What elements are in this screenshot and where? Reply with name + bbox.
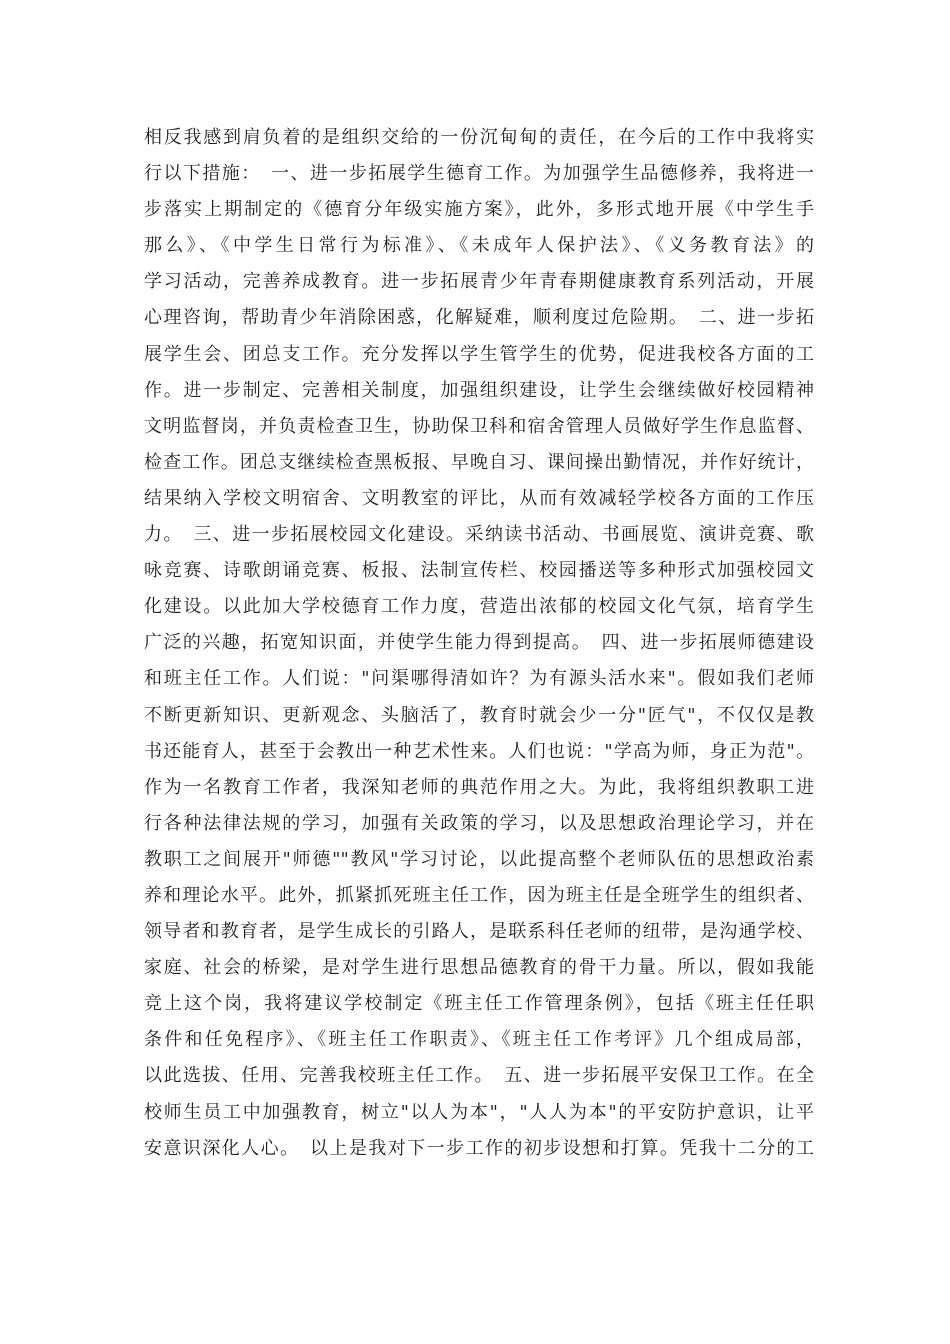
text-line: 书还能育人，甚至于会教出一种艺术性来。人们也说："学高为师，身正为范"。 [144, 740, 814, 762]
text-line: 领导者和教育者，是学生成长的引路人，是联系科任老师的纽带，是沟通学校、 [144, 921, 814, 943]
text-line: 那么》、《中学生日常行为标准》、《未成年人保护法》、《义务教育法》的 [144, 235, 814, 257]
text-line: 竞上这个岗，我将建议学校制定《班主任工作管理条例》，包括《班主任任职 [144, 993, 814, 1015]
text-line: 结果纳入学校文明宿舍、文明教室的评比，从而有效减轻学校各方面的工作压 [144, 487, 814, 509]
text-line: 校师生员工中加强教育，树立"以人为本"，"人人为本"的平安防护意识，让平 [144, 1101, 814, 1123]
text-line: 学习活动，完善养成教育。进一步拓展青少年青春期健康教育系列活动，开展 [144, 271, 814, 293]
text-line: 咏竞赛、诗歌朗诵竞赛、板报、法制宣传栏、校园播送等多种形式加强校园文 [144, 560, 814, 582]
text-line: 养和理论水平。此外，抓紧抓死班主任工作，因为班主任是全班学生的组织者、 [144, 884, 814, 906]
text-line: 相反我感到肩负着的是组织交给的一份沉甸甸的责任，在今后的工作中我将实 [144, 127, 814, 148]
text-line: 步落实上期制定的《德育分年级实施方案》，此外，多形式地开展《中学生手 [144, 199, 814, 221]
text-line: 和班主任工作。人们说："问渠哪得清如许？为有源头活水来"。假如我们老师 [144, 668, 814, 690]
text-line: 教职工之间展开"师德""教风"学习讨论，以此提高整个老师队伍的思想政治素 [144, 848, 814, 870]
text-line: 广泛的兴趣，拓宽知识面，并使学生能力得到提高。 四、进一步拓展师德建设 [144, 632, 814, 654]
body-text [144, 120, 814, 1167]
text-line: 行各种法律法规的学习，加强有关政策的学习，以及思想政治理论学习，并在 [144, 812, 814, 834]
text-line: 条件和任免程序》、《班主任工作职责》、《班主任工作考评》几个组成局部， [144, 1029, 814, 1051]
text-line: 安意识深化人心。 以上是我对下一步工作的初步设想和打算。凭我十二分的工 [144, 1137, 814, 1159]
text-line: 展学生会、团总支工作。充分发挥以学生管学生的优势，促进我校各方面的工 [144, 343, 814, 365]
text-line: 行以下措施： 一、进一步拓展学生德育工作。为加强学生品德修养，我将进一 [144, 163, 814, 185]
text-line: 家庭、社会的桥梁，是对学生进行思想品德教育的骨干力量。所以，假如我能 [144, 957, 814, 979]
text-line: 力。 三、进一步拓展校园文化建设。采纳读书活动、书画展览、演讲竞赛、歌 [144, 524, 814, 546]
text-line: 作为一名教育工作者，我深知老师的典范作用之大。为此，我将组织教职工进 [144, 776, 814, 798]
text-line: 化建设。以此加大学校德育工作力度，营造出浓郁的校园文化气氛，培育学生 [144, 596, 814, 618]
text-line: 检查工作。团总支继续检查黑板报、早晚自习、课间操出勤情况，并作好统计， [144, 451, 814, 473]
text-line: 文明监督岗，并负责检查卫生，协助保卫科和宿舍管理人员做好学生作息监督、 [144, 415, 814, 437]
text-line: 心理咨询，帮助青少年消除困惑，化解疑难，顺利度过危险期。 二、进一步拓 [144, 307, 814, 329]
text-line: 以此选拔、任用、完善我校班主任工作。 五、进一步拓展平安保卫工作。在全 [144, 1065, 814, 1087]
text-line: 作。进一步制定、完善相关制度，加强组织建设，让学生会继续做好校园精神 [144, 379, 814, 401]
text-line: 不断更新知识、更新观念、头脑活了，教育时就会少一分"匠气"，不仅仅是教 [144, 704, 814, 726]
